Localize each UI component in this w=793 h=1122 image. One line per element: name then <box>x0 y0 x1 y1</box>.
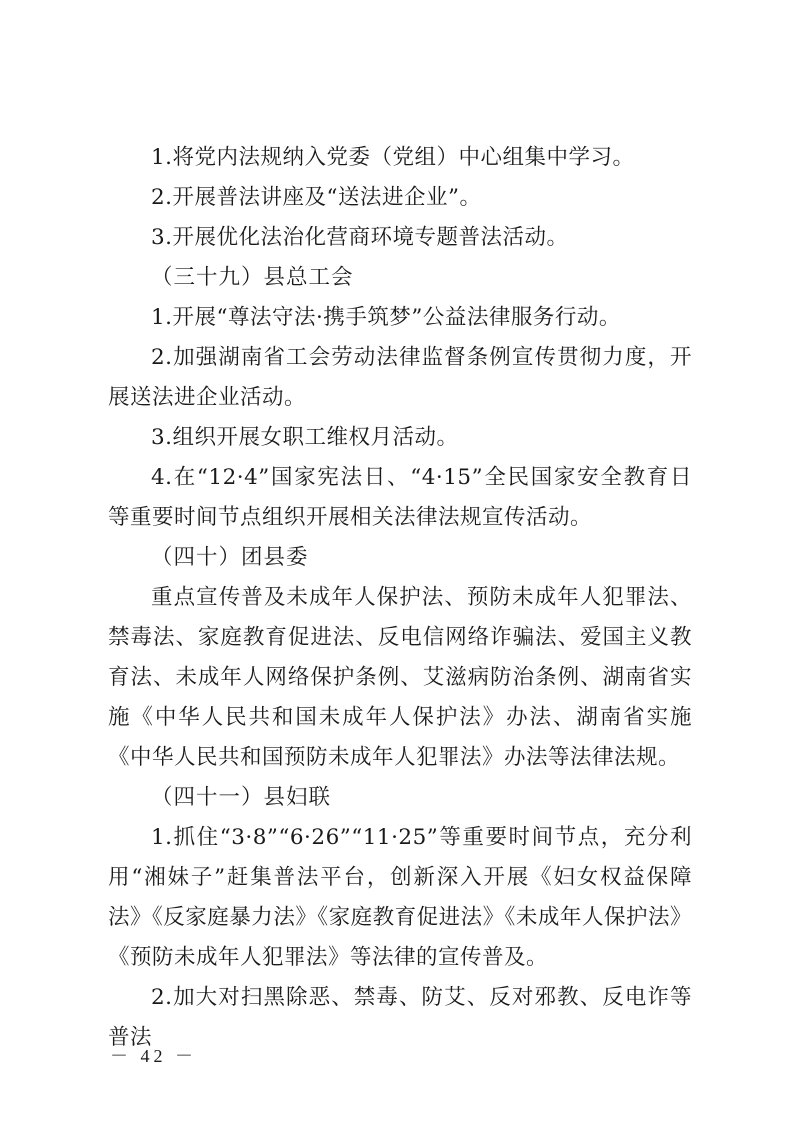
section-heading: （四十一）县妇联 <box>151 785 332 810</box>
body-paragraph: 重点宣传普及未成年人保护法、预防未成年人犯罪法、禁毒法、家庭教育促进法、反电信网络诈骗法、爱国主义教育法、未成年人网络保护条例、艾滋病防治条例、湖南省实施《中华人民共和国未成年人保护法》办法、湖南省实施《中华人民共和国预防未成年人犯罪法》办法等法律法规。 <box>108 585 692 770</box>
document-body <box>108 138 692 1058</box>
list-item: 2.开展普法讲座及“送法进企业”。 <box>151 185 482 210</box>
list-item: 2.加大对扫黑除恶、禁毒、防艾、反对邪教、反电诈等普法 <box>108 985 692 1050</box>
list-item: 1.将党内法规纳入党委（党组）中心组集中学习。 <box>151 145 635 170</box>
list-item: 1.抓住“3·8”“6·26”“11·25”等重要时间节点，充分利用“湘妹子”赶集普法平台，创新深入开展《妇女权益保障法》《反家庭暴力法》《家庭教育促进法》《未成年人保护法》《预防未成年人犯罪法》等法律的宣传普及。 <box>108 825 692 970</box>
list-item: 1.开展“尊法守法·携手筑梦”公益法律服务行动。 <box>151 305 621 330</box>
list-item: 3.开展优化法治化营商环境专题普法活动。 <box>151 225 569 250</box>
section-heading: （四十）团县委 <box>151 545 309 570</box>
section-heading: （三十九）县总工会 <box>151 265 354 290</box>
page-number: － 42 － <box>110 1046 197 1066</box>
list-item: 3.组织开展女职工维权月活动。 <box>151 425 459 450</box>
list-item: 2.加强湖南省工会劳动法律监督条例宣传贯彻力度，开展送法进企业活动。 <box>108 345 692 410</box>
list-item: 4.在“12·4”国家宪法日、“4·15”全民国家安全教育日等重要时间节点组织开展相关法律法规宣传活动。 <box>108 465 692 530</box>
